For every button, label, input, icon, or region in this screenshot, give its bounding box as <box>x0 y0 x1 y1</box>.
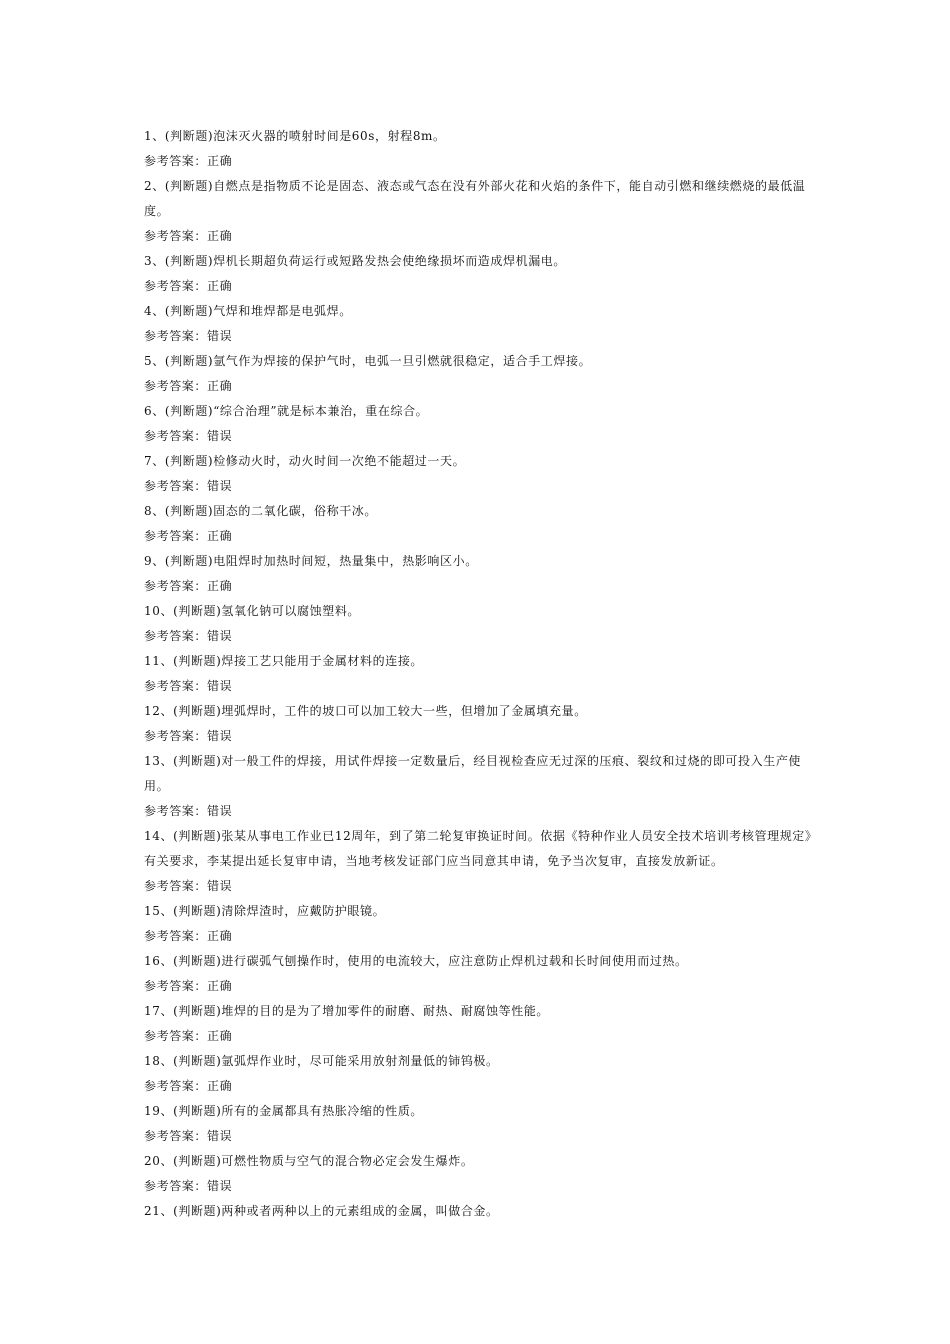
reference-answer: 参考答案：正确 <box>144 1029 233 1043</box>
question-text: 13、(判断题)对一般工件的焊接，用试件焊接一定数量后，经目视检查应无过深的压痕、裂纹和过烧的即可投入生产使用。 <box>144 754 802 793</box>
question-text: 7、(判断题)检修动火时，动火时间一次绝不能超过一天。 <box>144 454 466 468</box>
question-item-16 <box>144 949 814 999</box>
question-text: 20、(判断题)可燃性物质与空气的混合物必定会发生爆炸。 <box>144 1154 474 1168</box>
reference-answer: 参考答案：正确 <box>144 979 233 993</box>
reference-answer: 参考答案：错误 <box>144 1179 233 1193</box>
question-text: 14、(判断题)张某从事电工作业已12周年，到了第二轮复审换证时间。依据《特种作业人员安全技术培训考核管理规定》有关要求，李某提出延长复审申请，当地考核发证部门应当同意其申请，免予当次复审，直接发放新证。 <box>144 829 812 868</box>
question-item-21 <box>144 1199 814 1224</box>
question-text: 10、(判断题)氢氧化钠可以腐蚀塑料。 <box>144 604 361 618</box>
question-text: 17、(判断题)堆焊的目的是为了增加零件的耐磨、耐热、耐腐蚀等性能。 <box>144 1004 550 1018</box>
question-item-14 <box>144 824 814 899</box>
reference-answer: 参考答案：错误 <box>144 729 233 743</box>
question-text: 3、(判断题)焊机长期超负荷运行或短路发热会使绝缘损坏而造成焊机漏电。 <box>144 254 567 268</box>
reference-answer: 参考答案：错误 <box>144 804 233 818</box>
question-item-5 <box>144 349 814 399</box>
reference-answer: 参考答案：正确 <box>144 529 233 543</box>
reference-answer: 参考答案：错误 <box>144 479 233 493</box>
question-text: 8、(判断题)固态的二氧化碳，俗称干冰。 <box>144 504 377 518</box>
reference-answer: 参考答案：错误 <box>144 679 233 693</box>
reference-answer: 参考答案：正确 <box>144 154 233 168</box>
question-item-8 <box>144 499 814 549</box>
reference-answer: 参考答案：错误 <box>144 329 233 343</box>
reference-answer: 参考答案：正确 <box>144 579 233 593</box>
reference-answer: 参考答案：错误 <box>144 429 233 443</box>
question-item-18 <box>144 1049 814 1099</box>
reference-answer: 参考答案：错误 <box>144 1129 233 1143</box>
question-text: 16、(判断题)进行碳弧气刨操作时，使用的电流较大，应注意防止焊机过载和长时间使用而过热。 <box>144 954 688 968</box>
question-item-15 <box>144 899 814 949</box>
question-text: 9、(判断题)电阻焊时加热时间短，热量集中，热影响区小。 <box>144 554 478 568</box>
question-item-3 <box>144 249 814 299</box>
question-text: 15、(判断题)清除焊渣时，应戴防护眼镜。 <box>144 904 386 918</box>
question-item-11 <box>144 649 814 699</box>
reference-answer: 参考答案：正确 <box>144 1079 233 1093</box>
question-text: 18、(判断题)氩弧焊作业时，尽可能采用放射剂量低的铈钨极。 <box>144 1054 499 1068</box>
question-item-10 <box>144 599 814 649</box>
question-text: 11、(判断题)焊接工艺只能用于金属材料的连接。 <box>144 654 424 668</box>
question-item-1 <box>144 124 814 174</box>
reference-answer: 参考答案：正确 <box>144 379 233 393</box>
question-item-17 <box>144 999 814 1049</box>
question-text: 6、(判断题)“综合治理”就是标本兼治，重在综合。 <box>144 404 429 418</box>
question-text: 19、(判断题)所有的金属都具有热胀冷缩的性质。 <box>144 1104 424 1118</box>
reference-answer: 参考答案：正确 <box>144 929 233 943</box>
question-item-2 <box>144 174 814 249</box>
question-text: 21、(判断题)两种或者两种以上的元素组成的金属，叫做合金。 <box>144 1204 499 1218</box>
reference-answer: 参考答案：正确 <box>144 229 233 243</box>
question-item-4 <box>144 299 814 349</box>
question-text: 4、(判断题)气焊和堆焊都是电弧焊。 <box>144 304 352 318</box>
reference-answer: 参考答案：错误 <box>144 629 233 643</box>
question-text: 12、(判断题)埋弧焊时，工件的坡口可以加工较大一些，但增加了金属填充量。 <box>144 704 587 718</box>
question-text: 5、(判断题)氩气作为焊接的保护气时，电弧一旦引燃就很稳定，适合手工焊接。 <box>144 354 592 368</box>
question-item-7 <box>144 449 814 499</box>
question-item-20 <box>144 1149 814 1199</box>
question-item-19 <box>144 1099 814 1149</box>
question-item-13 <box>144 749 814 824</box>
question-list <box>144 124 814 1224</box>
reference-answer: 参考答案：正确 <box>144 279 233 293</box>
question-text: 2、(判断题)自燃点是指物质不论是固态、液态或气态在没有外部火花和火焰的条件下，能自动引燃和继续燃烧的最低温度。 <box>144 179 806 218</box>
question-item-12 <box>144 699 814 749</box>
question-text: 1、(判断题)泡沫灭火器的喷射时间是60s，射程8m。 <box>144 129 446 143</box>
reference-answer: 参考答案：错误 <box>144 879 233 893</box>
question-item-9 <box>144 549 814 599</box>
question-item-6 <box>144 399 814 449</box>
